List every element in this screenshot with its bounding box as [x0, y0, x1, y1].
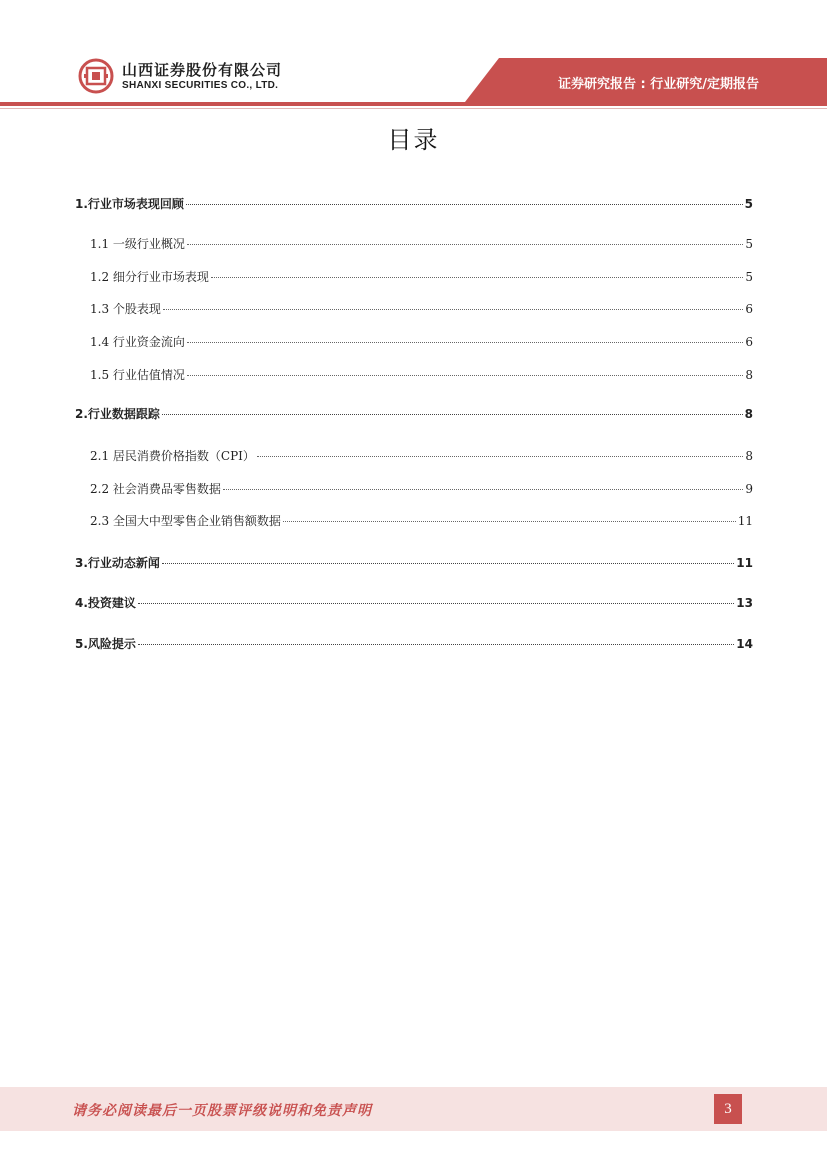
toc-entry-label: 1.行业市场表现回顾 — [75, 197, 184, 211]
toc-entry[interactable] — [75, 334, 753, 350]
toc-entry-page: 5 — [744, 197, 753, 211]
toc-leader-dots — [138, 603, 734, 604]
toc-entry-label: 1.2 细分行业市场表现 — [90, 270, 209, 284]
toc-leader-dots — [223, 489, 743, 490]
toc-leader-dots — [211, 277, 743, 278]
toc-entry-page: 8 — [745, 368, 753, 382]
toc-entry[interactable] — [75, 481, 753, 497]
toc-entry-page: 11 — [737, 514, 753, 528]
toc-entry-label: 1.5 行业估值情况 — [90, 368, 185, 382]
page-number: 3 — [714, 1094, 742, 1124]
toc-entry[interactable] — [75, 236, 753, 252]
toc-entry-page: 6 — [745, 302, 753, 316]
toc-leader-dots — [162, 563, 734, 564]
toc-entry[interactable] — [75, 406, 753, 422]
page-title: 目录 — [387, 126, 440, 154]
toc-entry-page: 13 — [736, 596, 753, 610]
toc-entry-label: 1.4 行业资金流向 — [90, 335, 185, 349]
company-name-en: SHANXI SECURITIES CO., LTD. — [122, 79, 279, 91]
toc-entry-page: 6 — [745, 335, 753, 349]
toc-entry-label: 2.行业数据跟踪 — [75, 407, 160, 421]
toc-entry-page: 8 — [744, 407, 753, 421]
toc-entry[interactable] — [75, 555, 753, 571]
toc-entry[interactable] — [75, 595, 753, 611]
toc-entry-label: 2.3 全国大中型零售企业销售额数据 — [90, 514, 281, 528]
toc-leader-dots — [163, 309, 743, 310]
toc-entry[interactable] — [75, 367, 753, 383]
toc-leader-dots — [187, 244, 743, 245]
toc-entry-label: 4.投资建议 — [75, 596, 136, 610]
toc-entry[interactable] — [75, 196, 753, 212]
toc-leader-dots — [283, 521, 736, 522]
toc-entry-page: 5 — [745, 237, 753, 251]
company-logo — [78, 58, 282, 94]
header-rule-thin — [0, 108, 827, 109]
toc-entry-label: 1.1 一级行业概况 — [90, 237, 185, 251]
toc-entry[interactable] — [75, 301, 753, 317]
toc-entry[interactable] — [75, 513, 753, 529]
logo-seal-icon — [78, 58, 114, 94]
disclaimer-text: 请务必阅读最后一页股票评级说明和免责声明 — [72, 1103, 372, 1119]
report-type: 证券研究报告 : 行业研究/定期报告 — [558, 77, 759, 92]
toc-entry[interactable] — [75, 636, 753, 652]
toc-entry[interactable] — [75, 448, 753, 464]
toc-entry-page: 5 — [745, 270, 753, 284]
header-rule — [0, 102, 827, 106]
toc-entry-label: 1.3 个股表现 — [90, 302, 161, 316]
toc-entry-label: 5.风险提示 — [75, 637, 136, 651]
toc-leader-dots — [186, 204, 743, 205]
toc-leader-dots — [162, 414, 743, 415]
toc-leader-dots — [257, 456, 743, 457]
toc-entry-page: 8 — [745, 449, 753, 463]
toc-entry-page: 14 — [736, 637, 753, 651]
toc-leader-dots — [187, 375, 743, 376]
toc-entry-label: 3.行业动态新闻 — [75, 556, 160, 570]
toc-entry-label: 2.1 居民消费价格指数（CPI） — [90, 449, 255, 463]
toc-leader-dots — [138, 644, 734, 645]
company-name-cn: 山西证券股份有限公司 — [122, 60, 283, 79]
toc-entry-page: 9 — [745, 482, 753, 496]
toc-entry[interactable] — [75, 269, 753, 285]
toc-leader-dots — [187, 342, 743, 343]
toc-entry-page: 11 — [736, 556, 753, 570]
toc-entry-label: 2.2 社会消费品零售数据 — [90, 482, 221, 496]
page-header — [0, 0, 827, 110]
